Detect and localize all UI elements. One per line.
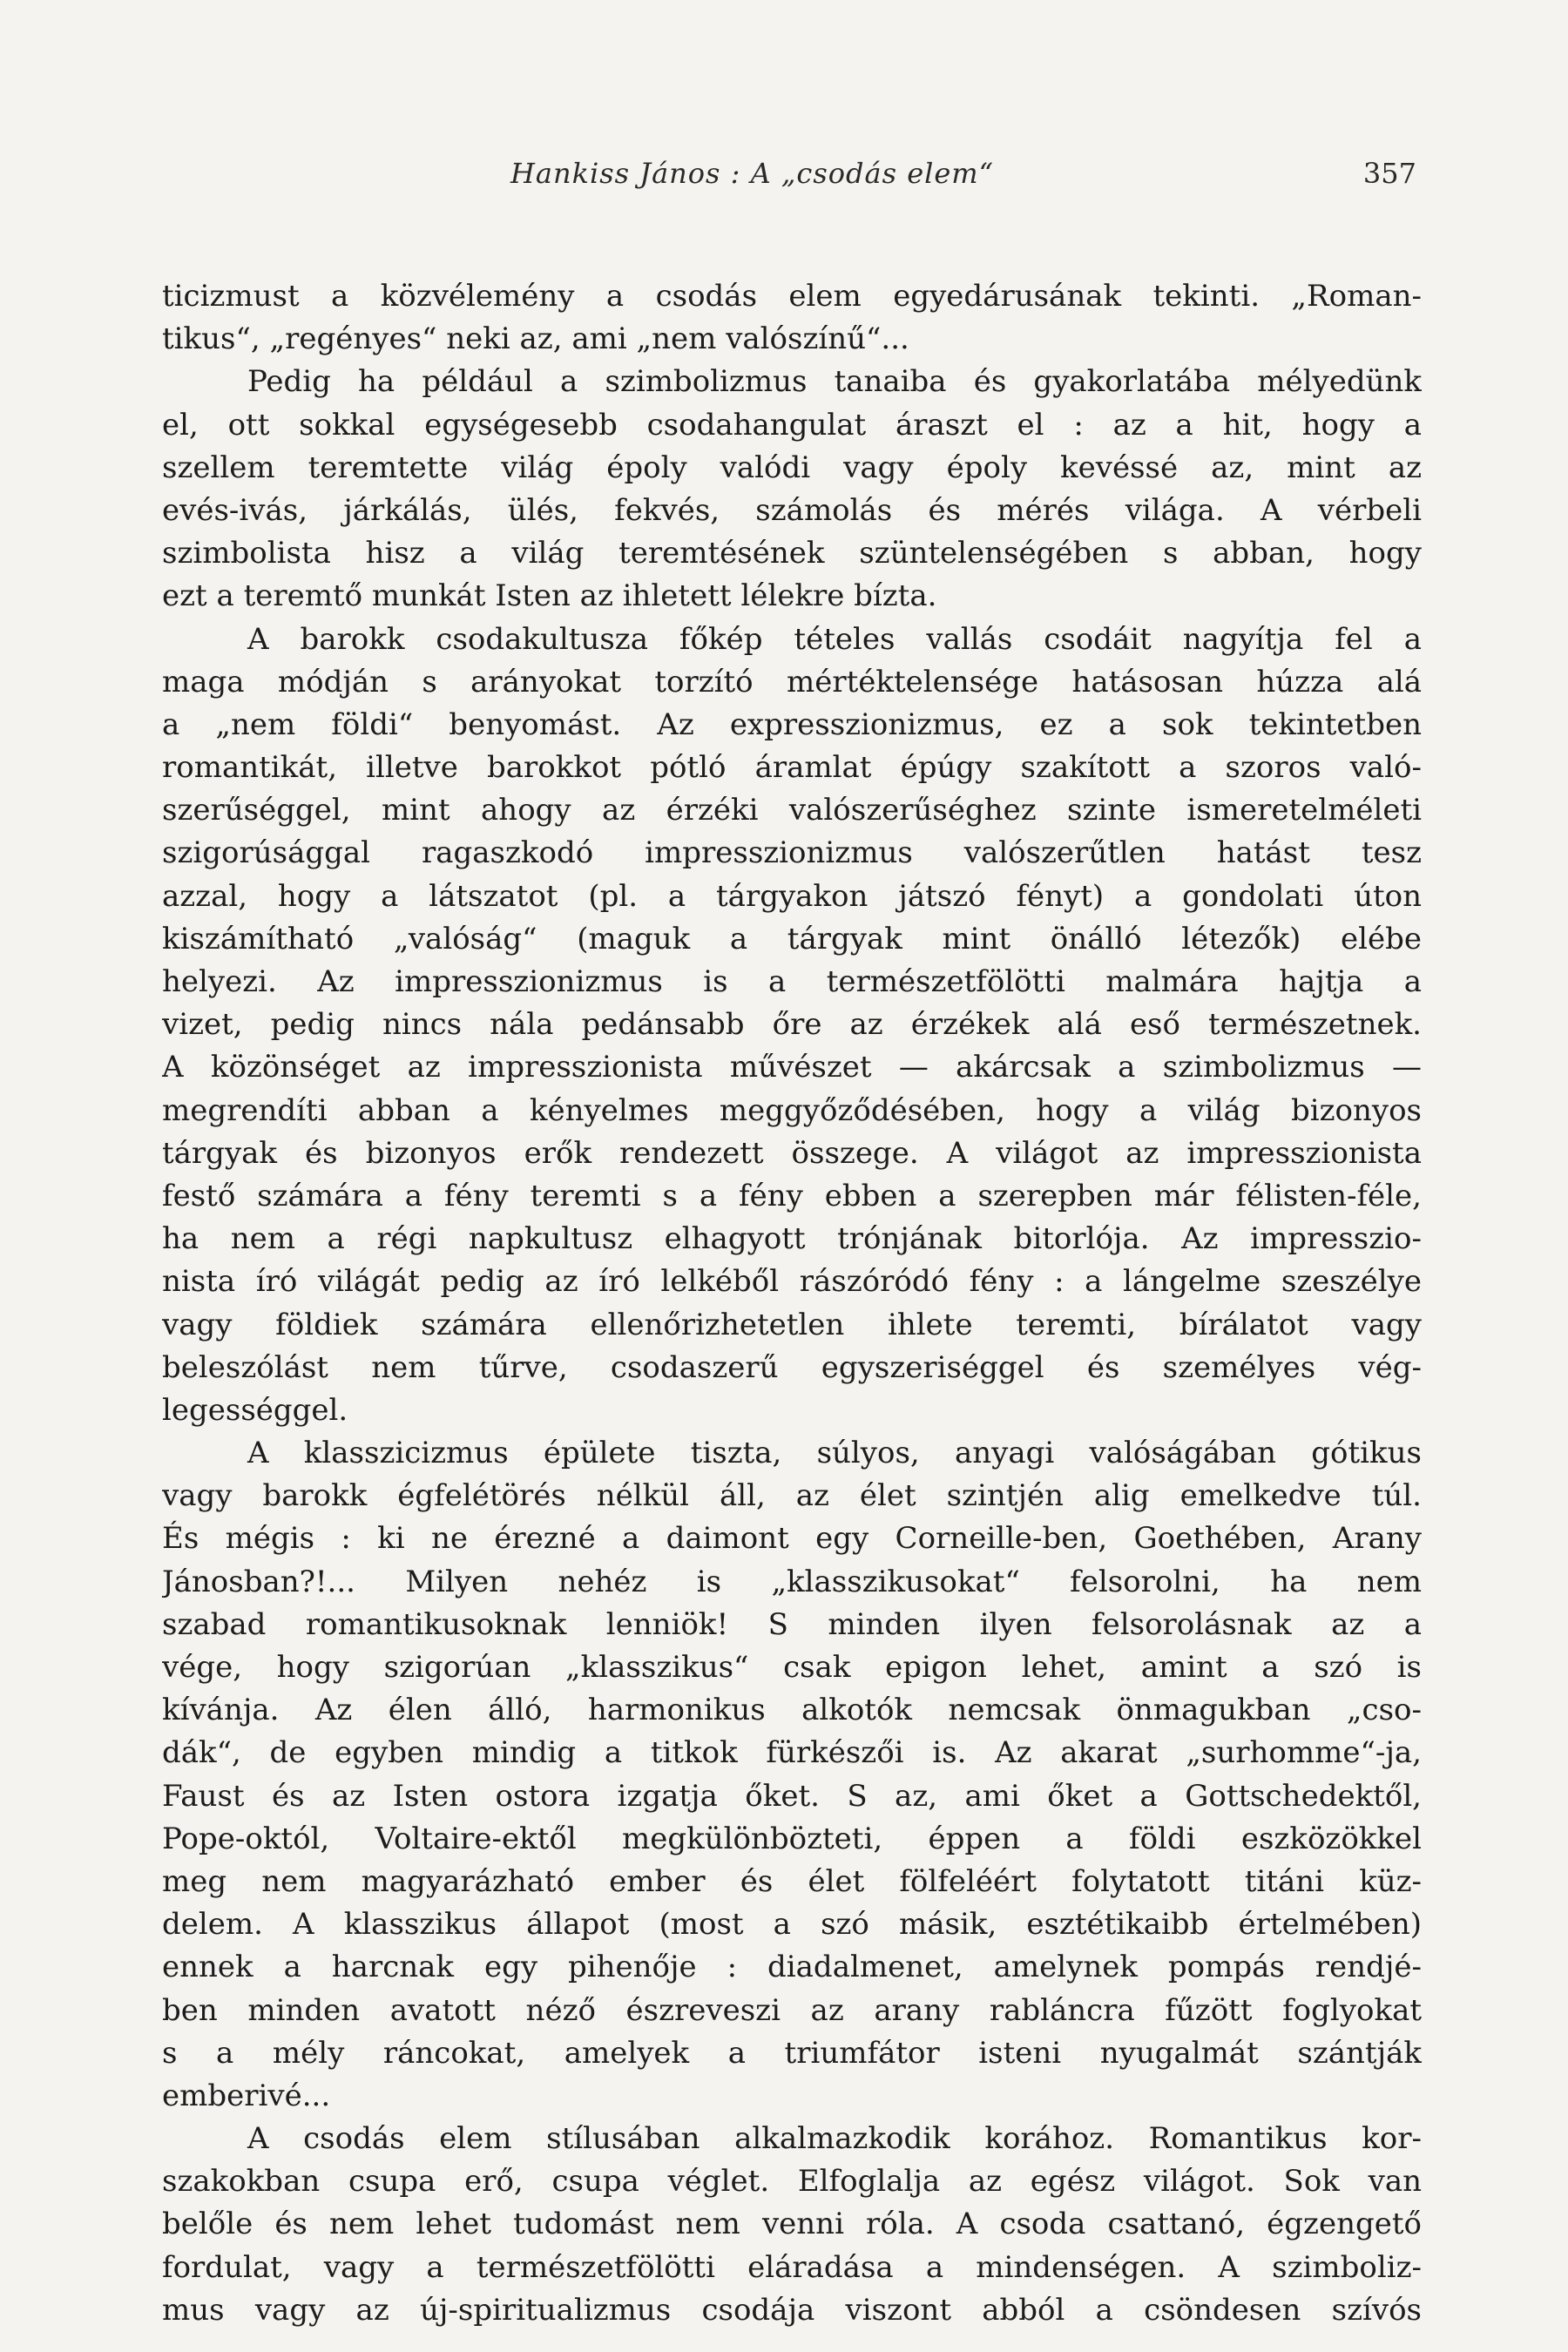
text-line: tikus“, „regényes“ neki az, ami „nem valószínű“...	[162, 321, 909, 357]
text-line: megrendíti abban a kényelmes meggyőződésében, hogy a világ bizonyos	[162, 1092, 1422, 1128]
text-line: szabad romantikusoknak lenniök! S minden ilyen felsorolásnak az a	[162, 1606, 1422, 1642]
text-line: Jánosban?!... Milyen nehéz is „klasszikusokat“ felsorolni, ha nem	[162, 1564, 1422, 1599]
text-line: szerűséggel, mint ahogy az érzéki valószerűséghez szinte ismeretelméleti	[162, 793, 1422, 828]
text-line: szakokban csupa erő, csupa véglet. Elfoglalja az egész világot. Sok van	[162, 2164, 1422, 2200]
text-line: azzal, hogy a látszatot (pl. a tárgyakon játszó fényt) a gondolati úton	[162, 878, 1422, 914]
text-line: ennek a harcnak egy pihenője : diadalmenet, amelynek pompás rendjé-	[162, 1950, 1422, 1985]
text-line: A barokk csodakultusza főkép tételes vallás csodáit nagyítja fel a	[247, 621, 1422, 657]
text-line: A csodás elem stílusában alkalmazkodik korához. Romantikus kor-	[247, 2121, 1422, 2157]
text-line: És mégis : ki ne érezné a daimont egy Corneille-ben, Goethében, Arany	[162, 1521, 1422, 1557]
text-line: Pope-októl, Voltaire-ektől megkülönbözteti, éppen a földi eszközökkel	[162, 1821, 1422, 1856]
text-line: ha nem a régi napkultusz elhagyott trónjának bitorlója. Az impresszio-	[162, 1221, 1422, 1257]
text-line: festő számára a fény teremti s a fény ebben a szerepben már félisten-féle,	[162, 1178, 1422, 1213]
text-line: kívánja. Az élen álló, harmonikus alkotók nemcsak önmagukban „cso-	[162, 1693, 1422, 1728]
text-line: szimbolista hisz a világ teremtésének szüntelenségében s abban, hogy	[162, 536, 1422, 571]
text-line: tárgyak és bizonyos erők rendezett összege. A világot az impresszionista	[162, 1135, 1422, 1171]
text-line: vagy barokk égfelétörés nélkül áll, az élet szintjén alig emelkedve túl.	[162, 1478, 1422, 1514]
running-header	[162, 157, 1416, 200]
text-line: meg nem magyarázható ember és élet fölfeléért folytatott titáni küz-	[162, 1863, 1422, 1899]
text-line: vagy földiek számára ellenőrizhetetlen ihlete teremti, bírálatot vagy	[162, 1307, 1422, 1342]
text-line: a „nem földi“ benyomást. Az expresszionizmus, ez a sok tekintetben	[162, 706, 1422, 742]
text-line: A klasszicizmus épülete tiszta, súlyos, anyagi valóságában gótikus	[247, 1436, 1422, 1471]
text-line: maga módján s arányokat torzító mértéktelensége hatásosan húzza alá	[162, 664, 1422, 700]
text-line: romantikát, illetve barokkot pótló áramlat épúgy szakított a szoros való-	[162, 750, 1422, 786]
text-line: beleszólást nem tűrve, csodaszerű egyszeriséggel és személyes vég-	[162, 1349, 1422, 1385]
text-line: evés-ivás, járkálás, ülés, fekvés, számolás és mérés világa. A vérbeli	[162, 492, 1422, 528]
text-line: kiszámítható „valóság“ (maguk a tárgyak mint önálló létezők) elébe	[162, 921, 1422, 956]
text-line: el, ott sokkal egységesebb csodahangulat áraszt el : az a hit, hogy a	[162, 407, 1422, 443]
text-line: A közönséget az impresszionista művészet — akárcsak a szimbolizmus —	[162, 1050, 1422, 1085]
text-line: nista író világát pedig az író lelkéből rászóródó fény : a lángelme szeszélye	[162, 1264, 1422, 1300]
text-line: fordulat, vagy a természetfölötti eláradása a mindenségen. A szimboliz-	[162, 2249, 1422, 2285]
text-line: s a mély ráncokat, amelyek a triumfátor isteni nyugalmát szántják	[162, 2035, 1422, 2071]
text-line: dák“, de egyben mindig a titkok fürkészői is. Az akarat „surhomme“-ja,	[162, 1735, 1422, 1771]
text-line: Faust és az Isten ostora izgatja őket. S az, ami őket a Gottschedektől,	[162, 1778, 1422, 1814]
text-line: vizet, pedig nincs nála pedánsabb őre az érzékek alá eső természetnek.	[162, 1007, 1422, 1043]
text-line: legességgel.	[162, 1392, 348, 1428]
text-line: ben minden avatott néző észreveszi az arany rabláncra fűzött foglyokat	[162, 1992, 1422, 2028]
text-line: mus vagy az új-spiritualizmus csodája viszont abból a csöndesen szívós	[162, 2292, 1422, 2328]
text-line: ticizmust a közvélemény a csodás elem egyedárusának tekinti. „Roman-	[162, 279, 1422, 314]
running-title: Hankiss János : A „csodás elem“	[510, 157, 994, 190]
text-line: Pedig ha például a szimbolizmus tanaiba és gyakorlatába mélyedünk	[247, 364, 1422, 400]
text-line: szigorúsággal ragaszkodó impresszionizmus valószerűtlen hatást tesz	[162, 835, 1422, 871]
text-line: ezt a teremtő munkát Isten az ihletett lélekre bízta.	[162, 578, 937, 614]
text-line: belőle és nem lehet tudomást nem venni róla. A csoda csattanó, égzengető	[162, 2207, 1422, 2242]
body-text	[162, 275, 1422, 2332]
text-line: delem. A klasszikus állapot (most a szó másik, esztétikaibb értelmében)	[162, 1907, 1422, 1943]
page-number: 357	[1362, 157, 1416, 190]
text-line: szellem teremtette világ époly valódi vagy époly kevéssé az, mint az	[162, 449, 1422, 485]
text-line: vége, hogy szigorúan „klasszikus“ csak epigon lehet, amint a szó is	[162, 1650, 1422, 1685]
text-line: emberivé...	[162, 2078, 331, 2113]
text-line: helyezi. Az impresszionizmus is a természetfölötti malmára hajtja a	[162, 964, 1422, 999]
